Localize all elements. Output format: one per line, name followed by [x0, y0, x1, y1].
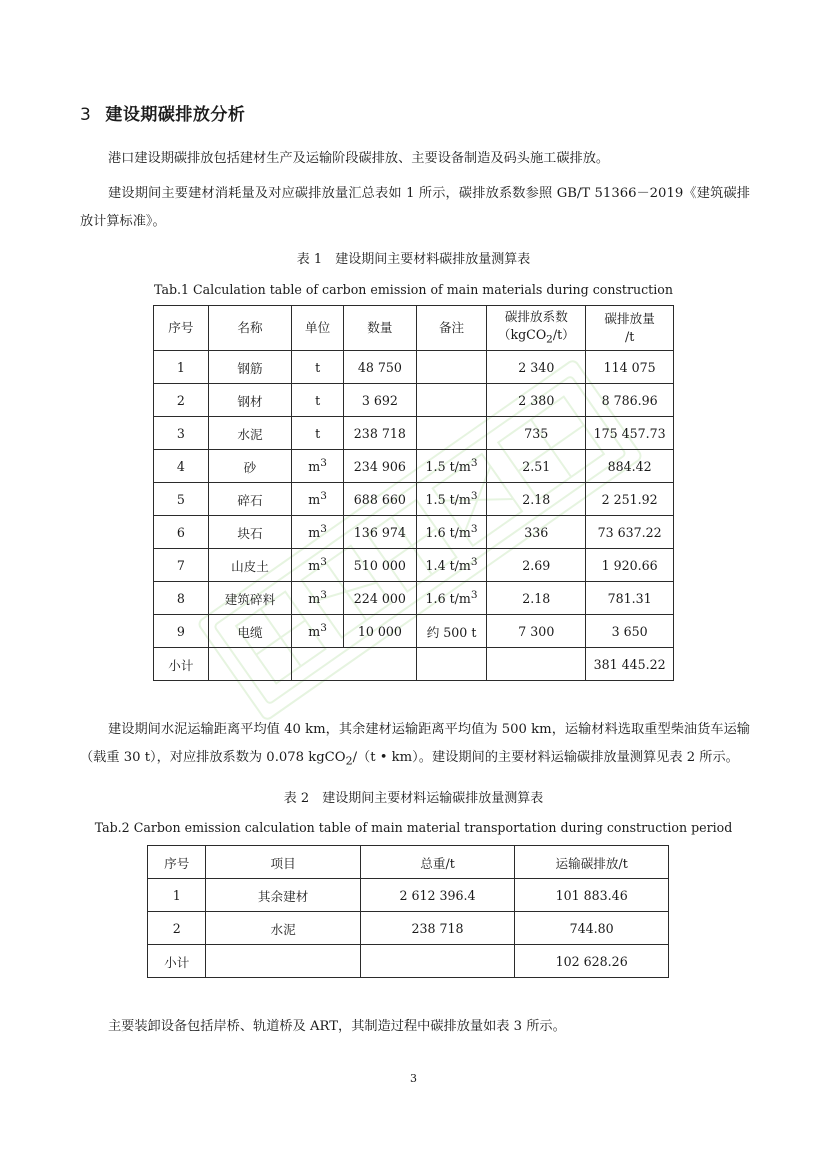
- paragraph-equipment: 主要装卸设备包括岸桥、轨道桥及 ART，其制造过程中碳排放量如表 3 所示。: [108, 1019, 566, 1034]
- table-row: [148, 912, 669, 945]
- cell-note-text: 1.4 t/m: [425, 558, 471, 574]
- subtotal-label: [154, 648, 209, 681]
- cell-qty-text: 3 692: [361, 392, 398, 408]
- cell-no: [148, 879, 206, 912]
- cell-no: [154, 549, 209, 582]
- header-emission-line1: 碳排放量: [604, 311, 655, 326]
- cell-note: [416, 351, 487, 384]
- cell-emission-text: 114 075: [603, 359, 656, 375]
- table-row: [154, 351, 674, 384]
- cell-factor-text: 735: [524, 425, 549, 441]
- cell-unit-sup: 3: [320, 457, 327, 470]
- header-qty: 数量: [344, 306, 417, 351]
- cell-unit-sup: 3: [320, 556, 327, 569]
- header-weight: 总重/t: [360, 846, 515, 879]
- cell-no-text: 2: [176, 392, 185, 408]
- paragraph-transport-sub: 2: [345, 754, 353, 768]
- cell-name: [208, 549, 292, 582]
- cell-qty: [344, 417, 417, 450]
- cell-empty: [416, 648, 487, 681]
- cell-no-text: 1: [172, 887, 181, 903]
- cell-emission: [586, 384, 674, 417]
- cell-name-text: 钢筋: [237, 360, 263, 376]
- cell-transport-emission: [515, 912, 669, 945]
- table1-caption-cn: 表 1 建设期间主要材料碳排放量测算表: [296, 252, 531, 267]
- cell-name-text: 块石: [237, 525, 263, 541]
- cell-weight-text: 238 718: [411, 920, 464, 936]
- cell-item-text: 其余建材: [257, 888, 309, 904]
- header-emission: [586, 306, 674, 351]
- cell-note: [416, 516, 487, 549]
- cell-name-text: 碎石: [237, 492, 263, 508]
- cell-empty: [206, 945, 360, 978]
- header-emission-line2: /t: [624, 329, 635, 344]
- cell-no-text: 7: [176, 557, 185, 573]
- cell-note: [416, 417, 487, 450]
- header-factor-unit-a: （kgCO: [497, 326, 547, 342]
- cell-note-text: 1.6 t/m: [425, 525, 471, 541]
- cell-note: [416, 615, 487, 648]
- paragraph-materials: 建设期间主要建材消耗量及对应碳排放量汇总表如 1 所示，碳排放系数参照 GB/T 51366－2019《建筑碳排放计算标准》。: [80, 186, 750, 229]
- cell-no-text: 3: [176, 425, 185, 441]
- cell-factor-text: 2.18: [522, 491, 551, 507]
- cell-factor-text: 2.69: [522, 557, 551, 573]
- cell-emission: [586, 483, 674, 516]
- paragraph-intro: 港口建设期碳排放包括建材生产及运输阶段碳排放、主要设备制造及码头施工碳排放。: [108, 151, 610, 166]
- cell-qty-text: 688 660: [353, 491, 406, 507]
- material-emission-table: [153, 305, 674, 681]
- cell-emission: [586, 549, 674, 582]
- cell-item: [206, 912, 360, 945]
- cell-name: [208, 582, 292, 615]
- cell-qty: [344, 582, 417, 615]
- table-row: [154, 483, 674, 516]
- header-item: 项目: [206, 846, 360, 879]
- cell-no: [154, 516, 209, 549]
- cell-name: [208, 384, 292, 417]
- cell-name: [208, 615, 292, 648]
- cell-unit-text: t: [315, 360, 321, 376]
- cell-weight-text: 2 612 396.4: [399, 887, 476, 903]
- paragraph-transport-b: /（t • km）。建设期间的主要材料运输碳排放量测算见表 2 所示。: [352, 750, 739, 765]
- cell-name-text: 电缆: [237, 624, 263, 640]
- cell-factor-text: 7 300: [518, 623, 555, 639]
- cell-no: [154, 582, 209, 615]
- cell-factor-text: 2 380: [518, 392, 555, 408]
- cell-unit-text: m: [308, 525, 321, 541]
- cell-qty-text: 136 974: [353, 524, 406, 540]
- cell-note-sup: 3: [470, 457, 478, 470]
- subtotal-emission-text: 102 628.26: [555, 953, 628, 969]
- cell-name-text: 山皮土: [231, 558, 269, 574]
- cell-note-text: 约 500 t: [426, 624, 477, 640]
- cell-unit: [292, 582, 344, 615]
- cell-empty: [487, 648, 586, 681]
- cell-unit-text: t: [315, 426, 321, 442]
- cell-no-text: 4: [176, 458, 185, 474]
- table-row: [148, 879, 669, 912]
- cell-no: [154, 615, 209, 648]
- cell-emission-text: 781.31: [607, 590, 652, 606]
- cell-no: [154, 417, 209, 450]
- cell-note-sup: 3: [470, 589, 478, 602]
- table-row: [154, 384, 674, 417]
- cell-no: [154, 384, 209, 417]
- cell-transport-emission-text: 101 883.46: [555, 887, 628, 903]
- cell-factor: [487, 351, 586, 384]
- table2-caption-en: Tab.2 Carbon emission calculation table of main material transportation during construction period: [94, 820, 733, 835]
- cell-note: [416, 483, 487, 516]
- cell-factor: [487, 549, 586, 582]
- cell-emission: [586, 417, 674, 450]
- cell-unit: [292, 450, 344, 483]
- cell-note: [416, 384, 487, 417]
- cell-qty-text: 10 000: [357, 623, 402, 639]
- cell-factor: [487, 450, 586, 483]
- cell-qty-text: 510 000: [353, 557, 406, 573]
- header-unit: 单位: [292, 306, 344, 351]
- cell-no-text: 8: [176, 590, 185, 606]
- table-row: [154, 582, 674, 615]
- header-name: 名称: [208, 306, 292, 351]
- cell-note-sup: 3: [470, 523, 478, 536]
- cell-unit-sup: 3: [320, 523, 327, 536]
- paragraph-transport: [80, 716, 750, 776]
- subtotal-emission-text: 381 445.22: [593, 656, 666, 672]
- cell-no: [154, 483, 209, 516]
- section-heading: [80, 100, 245, 125]
- cell-emission-text: 3 650: [611, 623, 648, 639]
- cell-qty: [344, 516, 417, 549]
- cell-note-text: 1.5 t/m: [425, 492, 471, 508]
- cell-qty: [344, 384, 417, 417]
- cell-factor: [487, 384, 586, 417]
- cell-emission-text: 175 457.73: [593, 425, 666, 441]
- cell-qty: [344, 351, 417, 384]
- cell-weight: [360, 879, 515, 912]
- cell-unit: [292, 483, 344, 516]
- section-number: 3: [80, 105, 92, 125]
- cell-emission: [586, 516, 674, 549]
- cell-no-text: 1: [176, 359, 185, 375]
- cell-qty: [344, 549, 417, 582]
- transport-emission-table: [147, 845, 669, 978]
- cell-factor: [487, 516, 586, 549]
- cell-factor: [487, 615, 586, 648]
- cell-factor-text: 2.51: [522, 458, 551, 474]
- cell-note: [416, 582, 487, 615]
- cell-unit: [292, 351, 344, 384]
- cell-qty-text: 238 718: [353, 425, 406, 441]
- cell-name: [208, 516, 292, 549]
- cell-factor: [487, 483, 586, 516]
- cell-name: [208, 450, 292, 483]
- cell-unit: [292, 516, 344, 549]
- cell-emission: [586, 450, 674, 483]
- cell-unit-text: t: [315, 393, 321, 409]
- header-no: 序号: [148, 846, 206, 879]
- header-factor-unit-sub: 2: [546, 333, 553, 346]
- header-factor: [487, 306, 586, 351]
- header-transport-emission: 运输碳排放/t: [515, 846, 669, 879]
- cell-emission-text: 884.42: [607, 458, 652, 474]
- section-title: 建设期碳排放分析: [105, 105, 246, 125]
- subtotal-label-text: 小计: [164, 954, 190, 970]
- cell-note-text: 1.5 t/m: [425, 459, 471, 475]
- cell-unit-text: m: [308, 492, 321, 508]
- cell-unit-text: m: [308, 558, 321, 574]
- header-factor-line1: 碳排放系数: [504, 308, 568, 324]
- cell-unit: [292, 549, 344, 582]
- cell-no: [154, 450, 209, 483]
- header-note: 备注: [416, 306, 487, 351]
- table-row: [154, 516, 674, 549]
- cell-name-text: 水泥: [237, 426, 263, 442]
- cell-factor: [487, 417, 586, 450]
- subtotal-row: [148, 945, 669, 978]
- cell-weight: [360, 912, 515, 945]
- cell-qty-text: 48 750: [357, 359, 402, 375]
- cell-qty-text: 224 000: [353, 590, 406, 606]
- cell-note: [416, 549, 487, 582]
- subtotal-emission: [515, 945, 669, 978]
- table2-caption-cn: 表 2 建设期间主要材料运输碳排放量测算表: [283, 791, 544, 806]
- cell-unit-sup: 3: [320, 622, 327, 635]
- table-header-row: [148, 846, 669, 879]
- header-no: 序号: [154, 306, 209, 351]
- cell-item: [206, 879, 360, 912]
- table-header-row: [154, 306, 674, 351]
- cell-factor-text: 2 340: [518, 359, 555, 375]
- table-row: [154, 615, 674, 648]
- cell-unit: [292, 417, 344, 450]
- table-row: [154, 549, 674, 582]
- cell-unit-sup: 3: [320, 490, 327, 503]
- cell-no: [154, 351, 209, 384]
- subtotal-emission: [586, 648, 674, 681]
- paragraph-transport-a: 建设期间水泥运输距离平均值 40 km，其余建材运输距离平均值为 500 km，运输材料选取重型柴油货车运输（载重 30 t），对应排放系数为 0.078 kgCO: [80, 722, 750, 765]
- cell-unit: [292, 384, 344, 417]
- cell-no-text: 9: [176, 623, 185, 639]
- cell-transport-emission: [515, 879, 669, 912]
- cell-emission: [586, 615, 674, 648]
- cell-emission-text: 1 920.66: [601, 557, 658, 573]
- cell-unit-text: m: [308, 624, 321, 640]
- cell-no-text: 5: [176, 491, 185, 507]
- cell-note: [416, 450, 487, 483]
- cell-note-sup: 3: [470, 556, 478, 569]
- cell-factor: [487, 582, 586, 615]
- cell-empty: [360, 945, 515, 978]
- cell-empty: [208, 648, 292, 681]
- cell-emission: [586, 351, 674, 384]
- cell-note-sup: 3: [470, 490, 478, 503]
- table-row: [154, 450, 674, 483]
- header-factor-unit-b: /t）: [552, 326, 575, 342]
- subtotal-row: [154, 648, 674, 681]
- subtotal-label: [148, 945, 206, 978]
- cell-qty: [344, 615, 417, 648]
- cell-factor-text: 2.18: [522, 590, 551, 606]
- cell-qty: [344, 483, 417, 516]
- cell-unit-text: m: [308, 459, 321, 475]
- cell-no: [148, 912, 206, 945]
- cell-emission-text: 8 786.96: [601, 392, 658, 408]
- cell-qty: [344, 450, 417, 483]
- cell-name: [208, 483, 292, 516]
- cell-unit-text: m: [308, 591, 321, 607]
- cell-emission-text: 2 251.92: [601, 491, 658, 507]
- cell-unit: [292, 615, 344, 648]
- cell-item-text: 水泥: [270, 921, 296, 937]
- table1-caption-en: Tab.1 Calculation table of carbon emission of main materials during construction: [154, 282, 673, 297]
- cell-name: [208, 417, 292, 450]
- cell-unit-sup: 3: [320, 589, 327, 602]
- cell-no-text: 2: [172, 920, 181, 936]
- cell-name-text: 砂: [243, 459, 257, 475]
- cell-emission: [586, 582, 674, 615]
- cell-name-text: 钢材: [237, 393, 263, 409]
- cell-factor-text: 336: [524, 524, 549, 540]
- cell-transport-emission-text: 744.80: [569, 920, 614, 936]
- cell-emission-text: 73 637.22: [597, 524, 662, 540]
- cell-empty: [292, 648, 416, 681]
- cell-name-text: 建筑碎料: [224, 591, 276, 607]
- cell-qty-text: 234 906: [353, 458, 406, 474]
- cell-name: [208, 351, 292, 384]
- page-number: 3: [410, 1072, 417, 1085]
- subtotal-label-text: 小计: [168, 657, 194, 673]
- cell-no-text: 6: [176, 524, 185, 540]
- table-row: [154, 417, 674, 450]
- cell-note-text: 1.6 t/m: [425, 591, 471, 607]
